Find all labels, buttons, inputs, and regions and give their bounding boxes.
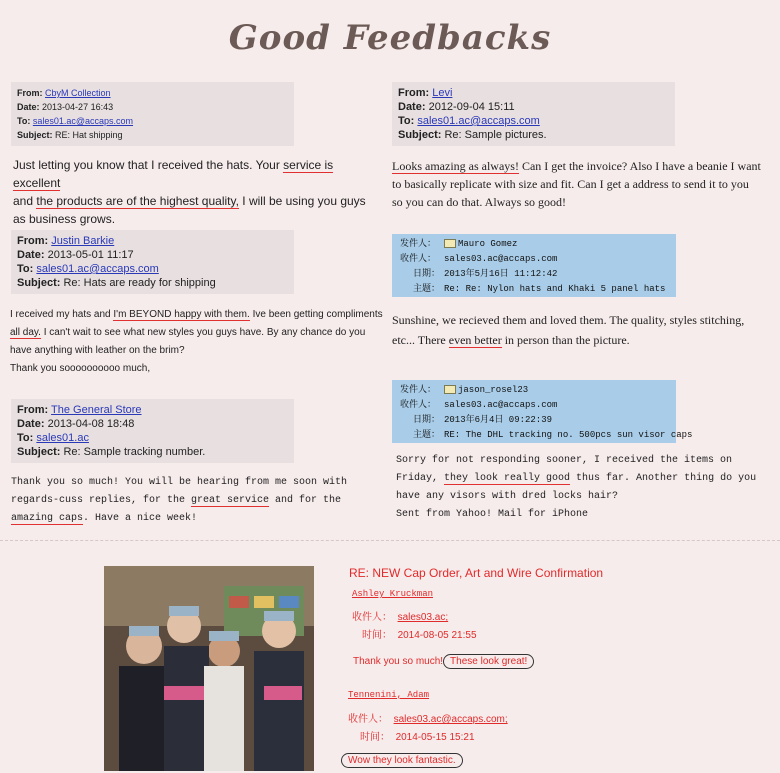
email-header-5: 发件人： Mauro Gomez 收件人： sales03.ac@accaps.com 日期： 2013年5月16日 11:12:42 主题： Re: Re: Nylon hats and Khaki 5 panel hats <box>392 234 676 297</box>
bottom-recipient-row-2: 收件人： sales03.ac@accaps.com; <box>348 714 508 725</box>
customer-photo-illustration <box>104 566 314 771</box>
sender-link[interactable]: Levi <box>432 87 453 99</box>
feedback-text-2: I received my hats and I'm BEYOND happy with them. Ive been getting compliments all day. I can't wait to see what new styles you guys have. By any chance do you have anything with leather on the brim? Thank you soooooooooo much, <box>10 309 383 374</box>
bottom-sender-2[interactable]: Tennenini, Adam <box>348 690 430 700</box>
email-header-6: 发件人： jason_rosel23 收件人： sales03.ac@accaps.com 日期： 2013年6月4日 09:22:39 主题： RE: The DHL tracking no. 500pcs sun visor caps <box>392 380 676 443</box>
sender-link[interactable]: CbyM Collection <box>45 88 111 98</box>
recipient-link[interactable]: sales01.ac@accaps.com <box>32 116 134 126</box>
recipient-link[interactable]: sales03.ac@accaps.com; <box>393 714 508 725</box>
highlight-oval: Wow they look fantastic. <box>341 753 463 768</box>
contact-card-icon <box>444 385 456 394</box>
page-title: Good Feedbacks <box>228 18 552 58</box>
email-header-2: From: Justin Barkie Date: 2013-05-01 11:17 To: sales01.ac@accaps.com Subject: Re: Hats are ready for shipping <box>11 230 294 294</box>
bottom-time-row-2: 时间： 2014-05-15 15:21 <box>360 732 475 743</box>
feedback-text-4: Looks amazing as always! Can I get the invoice? Also I have a beanie I want to basically replicate with size and fit. Can I get a address to send it to you so you can do that. Always so good! <box>392 159 761 209</box>
bottom-sender-1[interactable]: Ashley Kruckman <box>352 589 434 599</box>
bottom-message-2 <box>341 755 463 766</box>
recipient-link[interactable]: sales01.ac <box>36 432 89 444</box>
recipient-link[interactable]: sales01.ac@accaps.com <box>417 115 540 127</box>
feedback-text-5: Sunshine, we recieved them and loved them. The quality, styles stitching, etc... There even better in person than the picture. <box>392 313 745 347</box>
sender-link[interactable]: The General Store <box>51 404 142 416</box>
bottom-message-1: Thank you so much! These look great! <box>353 656 534 667</box>
bottom-time-row-1: 时间： 2014-08-05 21:55 <box>362 630 477 641</box>
feedback-text-1: Just letting you know that I received the hats. Your service is excellent and the products are of the highest quality, I will be using you guys as business grows. <box>13 158 366 226</box>
bottom-email-heading: RE: NEW Cap Order, Art and Wire Confirmation <box>349 566 604 580</box>
recipient-link[interactable]: sales03.ac; <box>397 612 449 623</box>
section-divider <box>0 540 780 541</box>
customer-photo <box>104 566 314 771</box>
contact-card-icon <box>444 239 456 248</box>
bottom-recipient-row-1: 收件人： sales03.ac; <box>352 612 449 623</box>
highlight-oval: These look great! <box>443 654 534 669</box>
email-header-1: From: CbyM Collection Date: 2013-04-27 16:43 To: sales01.ac@accaps.com Subject: RE: Hat shipping <box>11 82 294 146</box>
feedback-text-3: Thank you so much! You will be hearing from me soon with regards-cuss replies, for the great service and for the amazing caps. Have a nice week! <box>11 477 348 524</box>
feedback-text-6: Sorry for not responding sooner, I received the items on Friday, they look really good thus far. Another thing do you have any visors with dred locks hair? Sent from Yahoo! Mail for iPhone <box>396 455 757 520</box>
recipient-link[interactable]: sales01.ac@accaps.com <box>36 263 159 275</box>
sender-link[interactable]: Justin Barkie <box>51 235 115 247</box>
email-header-3: From: The General Store Date: 2013-04-08 18:48 To: sales01.ac Subject: Re: Sample tracking number. <box>11 399 294 463</box>
email-header-4: From: Levi Date: 2012-09-04 15:11 To: sales01.ac@accaps.com Subject: Re: Sample pictures. <box>392 82 675 146</box>
